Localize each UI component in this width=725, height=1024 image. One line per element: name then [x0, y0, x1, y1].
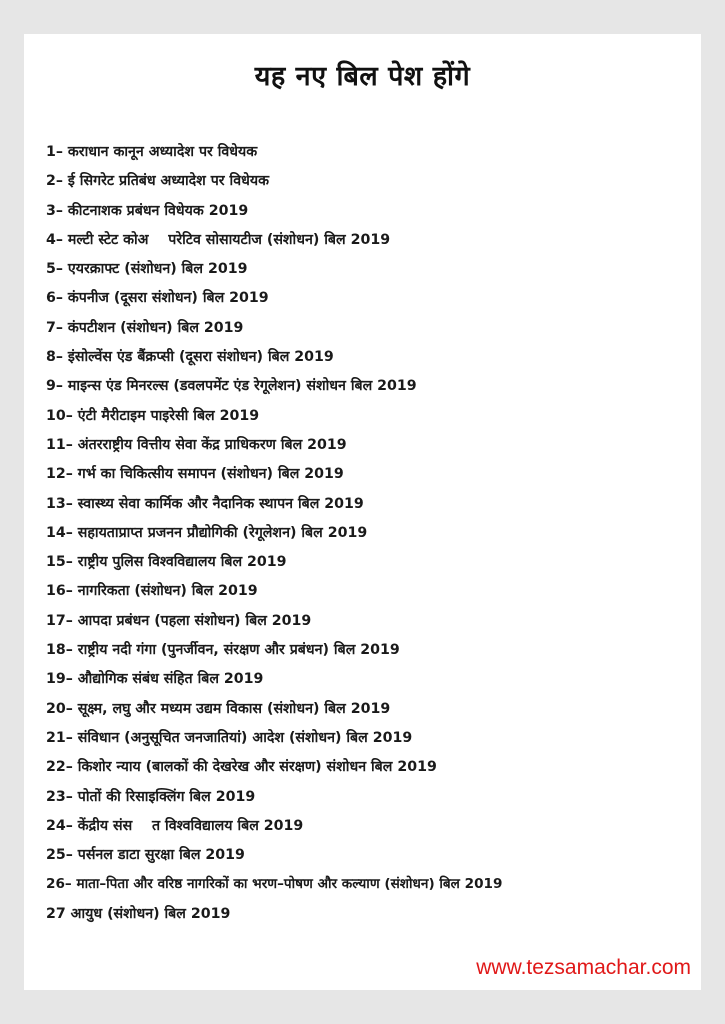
bill-item: 10– एंटी मैरीटाइम पाइरेसी बिल 2019	[46, 407, 260, 424]
bill-item: 3– कीटनाशक प्रबंधन विधेयक 2019	[46, 202, 249, 219]
bill-item: 18– राष्ट्रीय नदी गंगा (पुनर्जीवन, संरक्षण और प्रबंधन) बिल 2019	[46, 642, 400, 659]
bill-item: 12– गर्भ का चिकित्सीय समापन (संशोधन) बिल 2019	[46, 466, 344, 483]
website-watermark: www.tezsamachar.com	[476, 956, 691, 979]
bill-item: 14– सहायताप्राप्त प्रजनन प्रौद्योगिकी (रेगूलेशन) बिल 2019	[46, 524, 368, 541]
bill-item: 19– औद्योगिक संबंध संहित बिल 2019	[46, 671, 264, 688]
document-sheet	[24, 34, 701, 990]
bill-item: 25– पर्सनल डाटा सुरक्षा बिल 2019	[46, 847, 245, 864]
bill-item: 26– माता–पिता और वरिष्ठ नागरिकों का भरण–पोषण और कल्याण (संशोधन) बिल 2019	[46, 876, 503, 893]
bill-item: 27 आयुध (संशोधन) बिल 2019	[46, 905, 231, 922]
bill-item: 21– संविधान (अनुसूचित जनजातियां) आदेश (संशोधन) बिल 2019	[46, 729, 413, 746]
bill-item: 22– किशोर न्याय (बालकों की देखरेख और संरक्षण) संशोधन बिल 2019	[46, 759, 437, 776]
page-title: यह नए बिल पेश होंगे	[254, 61, 471, 92]
bill-item: 23– पोतों की रिसाइक्लिंग बिल 2019	[46, 788, 256, 805]
bill-list	[46, 138, 502, 929]
bill-item: 4– मल्टी स्टेट कोअ परेटिव सोसायटीज (संशोधन) बिल 2019	[46, 231, 391, 248]
bill-item: 1– कराधान कानून अध्यादेश पर विधेयक	[46, 144, 258, 160]
bill-item: 7– कंपटीशन (संशोधन) बिल 2019	[46, 319, 244, 336]
bill-item: 8– इंसोल्वेंस एंड बैंक्रप्सी (दूसरा संशोधन) बिल 2019	[46, 349, 334, 366]
bill-item: 24– केंद्रीय संस त विश्वविद्यालय बिल 2019	[46, 817, 304, 834]
bill-item: 11– अंतरराष्ट्रीय वित्तीय सेवा केंद्र प्राधिकरण बिल 2019	[46, 436, 347, 453]
bill-item: 16– नागरिकता (संशोधन) बिल 2019	[46, 583, 258, 600]
bill-item: 15– राष्ट्रीय पुलिस विश्वविद्यालय बिल 2019	[46, 554, 287, 571]
bill-item: 5– एयरक्राफ्ट (संशोधन) बिल 2019	[46, 261, 248, 278]
bill-item: 20– सूक्ष्म, लघु और मध्यम उद्यम विकास (संशोधन) बिल 2019	[46, 700, 391, 717]
bill-item: 17– आपदा प्रबंधन (पहला संशोधन) बिल 2019	[46, 612, 312, 629]
bill-item: 6– कंपनीज (दूसरा संशोधन) बिल 2019	[46, 290, 269, 307]
bill-item: 13– स्वास्थ्य सेवा कार्मिक और नैदानिक स्थापन बिल 2019	[46, 495, 364, 512]
bill-item: 9– माइन्स एंड मिनरल्स (डवलपमेंट एंड रेगूलेशन) संशोधन बिल 2019	[46, 378, 417, 395]
bill-item: 2– ई सिगरेट प्रतिबंध अध्यादेश पर विधेयक	[46, 173, 269, 190]
